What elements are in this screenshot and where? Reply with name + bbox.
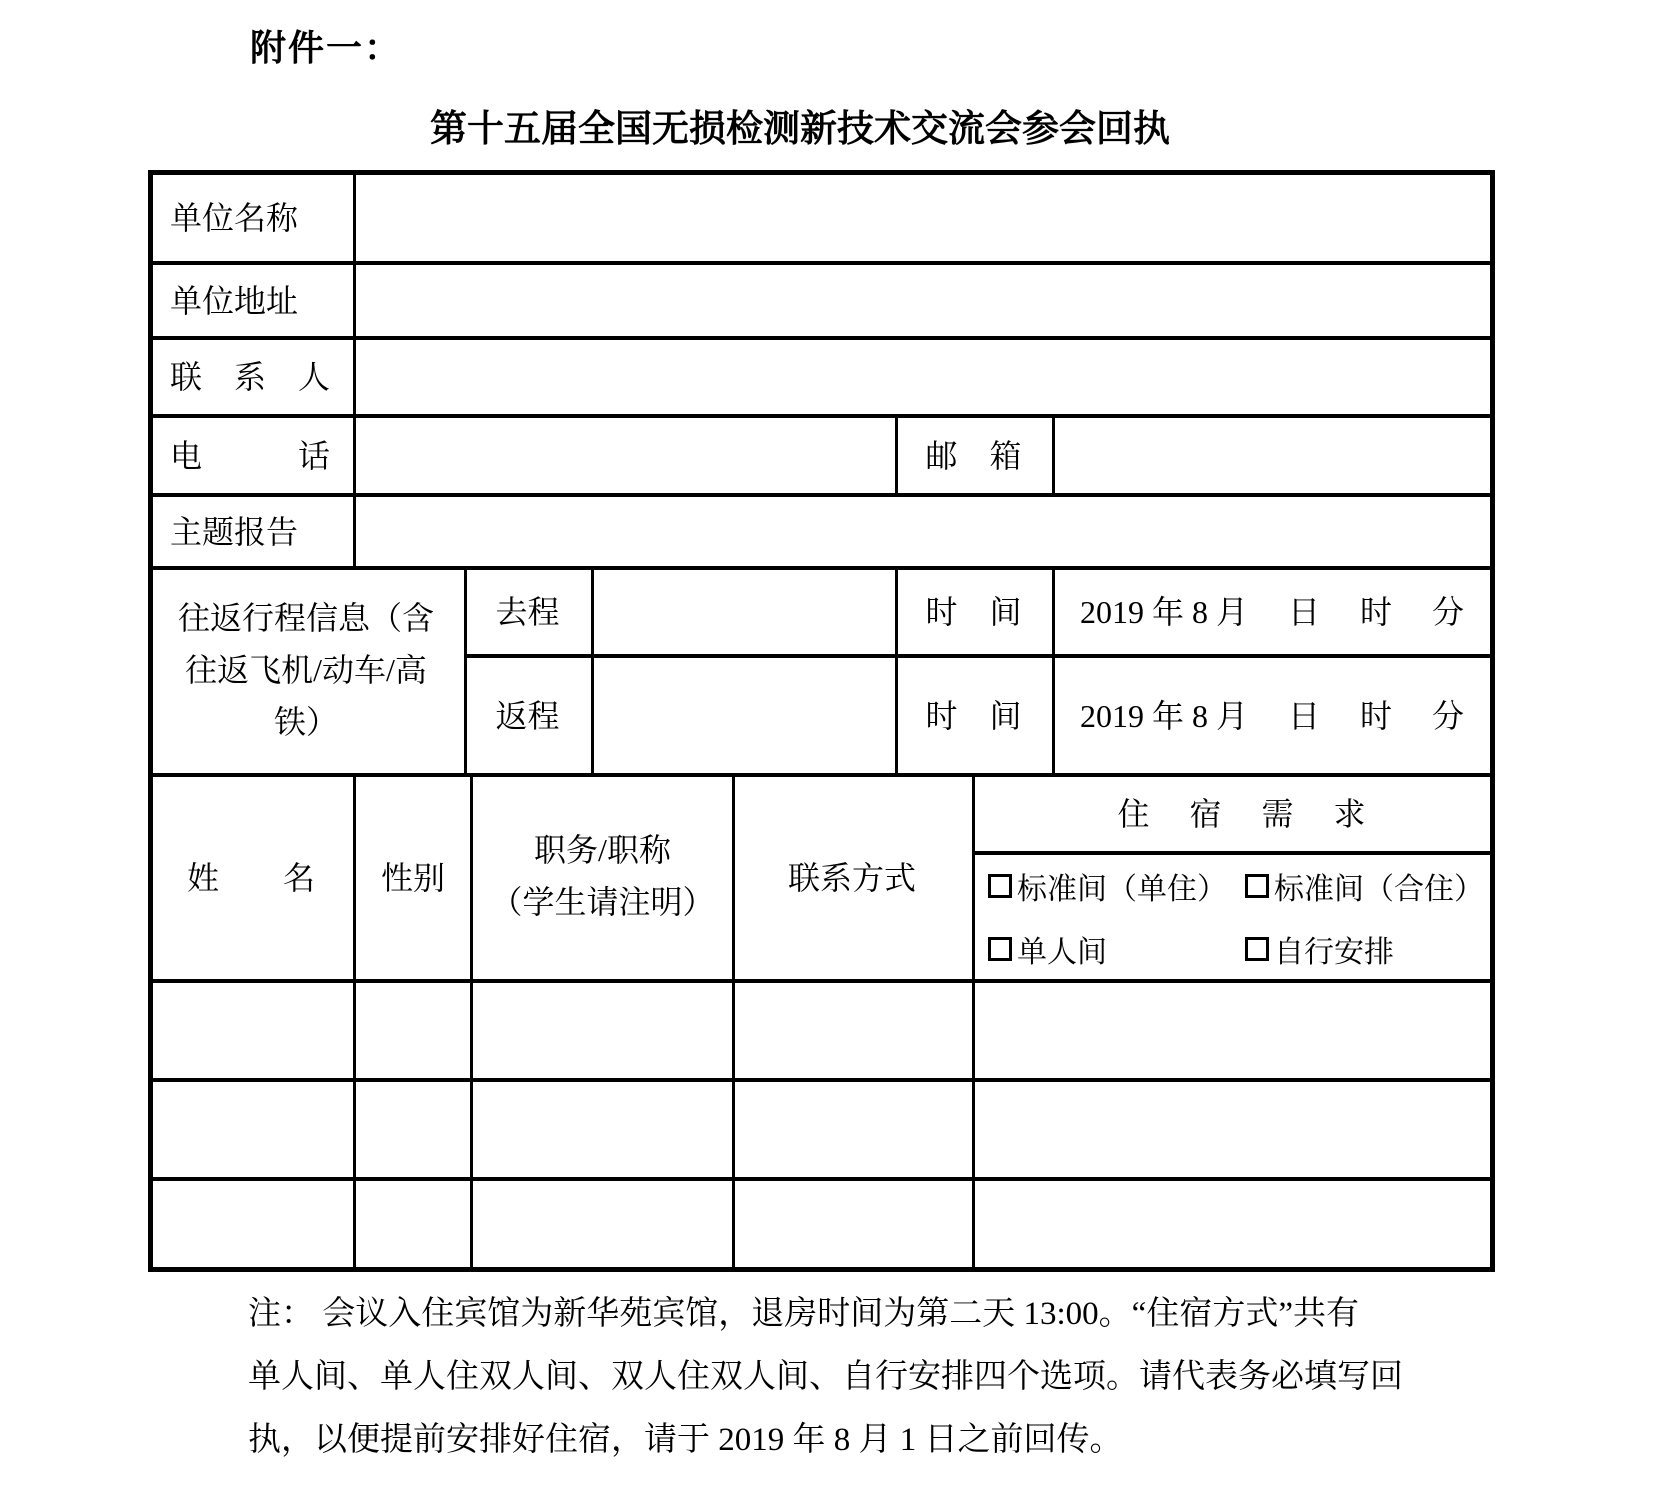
attendee-row1-accommodation-cell[interactable] xyxy=(975,983,1487,1074)
attendee-row2-accommodation-cell[interactable] xyxy=(975,1082,1487,1173)
phone-input-cell[interactable] xyxy=(356,418,892,489)
trip-info-label-line2: 往返飞机/动车/高 xyxy=(185,651,427,688)
option-self-arranged[interactable] xyxy=(1245,927,1394,971)
attendee-row3-contact-cell[interactable] xyxy=(735,1181,969,1263)
position-header-line2: （学生请注明） xyxy=(490,884,715,920)
footnote-line2: 单人间、单人住双人间、双人住双人间、自行安排四个选项。请代表务必填写回 xyxy=(248,1359,1403,1395)
attendee-row1-name-cell[interactable] xyxy=(153,983,350,1074)
attendee-row3-name-cell[interactable] xyxy=(153,1181,350,1263)
gender-column-header: 性别 xyxy=(380,860,445,896)
checkbox-icon[interactable] xyxy=(1245,937,1269,961)
going-time-label: 时 间 xyxy=(925,594,1022,630)
email-input-cell[interactable] xyxy=(1055,418,1488,489)
attendee-row2-contact-cell[interactable] xyxy=(735,1082,969,1173)
option-label: 单人间 xyxy=(1017,936,1107,969)
position-header-line1: 职务/职称 xyxy=(534,832,671,868)
return-time-label: 时 间 xyxy=(925,697,1022,734)
contact-person-input-cell[interactable] xyxy=(356,340,1488,410)
attendee-row1-gender-cell[interactable] xyxy=(356,983,467,1074)
contact-person-label: 联 系 人 xyxy=(170,359,331,395)
going-date-field[interactable]: 2019 年 8 月 日 时 分 xyxy=(1080,594,1465,630)
phone-label: 电 话 xyxy=(170,437,331,474)
position-column-header xyxy=(473,773,732,979)
return-trip-input-cell[interactable] xyxy=(594,658,892,769)
return-trip-label: 返程 xyxy=(495,697,560,734)
option-label: 自行安排 xyxy=(1274,936,1394,969)
name-column-header: 姓 名 xyxy=(186,860,315,896)
attendee-row2-name-cell[interactable] xyxy=(153,1082,350,1173)
option-standard-room-single[interactable] xyxy=(988,864,1227,908)
footnote xyxy=(248,1283,1508,1472)
attendee-row1-position-cell[interactable] xyxy=(473,983,729,1074)
option-label: 标准间（单住） xyxy=(1017,873,1227,906)
return-date-field[interactable]: 2019 年 8 月 日 时 分 xyxy=(1080,697,1465,734)
report-input-cell[interactable] xyxy=(356,497,1488,562)
trip-info-label-line1: 往返行程信息（含 xyxy=(177,599,434,636)
page-title: 第十五届全国无损检测新技术交流会参会回执 xyxy=(430,109,1170,150)
report-label: 主题报告 xyxy=(170,513,299,550)
contact-method-column-header: 联系方式 xyxy=(787,860,916,896)
attendee-row2-position-cell[interactable] xyxy=(473,1082,729,1173)
email-label: 邮 箱 xyxy=(925,437,1022,474)
going-trip-input-cell[interactable] xyxy=(594,570,892,650)
attendee-row3-accommodation-cell[interactable] xyxy=(975,1181,1487,1263)
going-trip-label: 去程 xyxy=(495,594,560,630)
attendee-row2-gender-cell[interactable] xyxy=(356,1082,467,1173)
option-standard-room-shared[interactable] xyxy=(1245,864,1484,908)
option-label: 标准间（合住） xyxy=(1274,873,1484,906)
attendee-row3-gender-cell[interactable] xyxy=(356,1181,467,1263)
unit-name-label: 单位名称 xyxy=(170,199,299,236)
attendee-row3-position-cell[interactable] xyxy=(473,1181,729,1263)
checkbox-icon[interactable] xyxy=(1245,874,1269,898)
footnote-line3: 执，以便提前安排好住宿，请于 2019 年 8 月 1 日之前回传。 xyxy=(248,1422,1123,1458)
footnote-line1: 注： 会议入住宾馆为新华苑宾馆，退房时间为第二天 13:00。“住宿方式”共有 xyxy=(248,1296,1359,1332)
attendee-row1-contact-cell[interactable] xyxy=(735,983,969,1074)
trip-info-label-line3: 铁） xyxy=(273,703,338,740)
unit-address-input-cell[interactable] xyxy=(356,265,1488,332)
option-single-room[interactable] xyxy=(988,927,1107,971)
checkbox-icon[interactable] xyxy=(988,937,1012,961)
attachment-label: 附件一： xyxy=(250,28,403,68)
accommodation-header: 住 宿 需 求 xyxy=(1117,796,1382,832)
unit-name-input-cell[interactable] xyxy=(356,175,1488,257)
reply-form-table xyxy=(148,170,1495,1272)
checkbox-icon[interactable] xyxy=(988,874,1012,898)
unit-address-label: 单位地址 xyxy=(170,282,299,319)
trip-info-label xyxy=(170,566,442,773)
